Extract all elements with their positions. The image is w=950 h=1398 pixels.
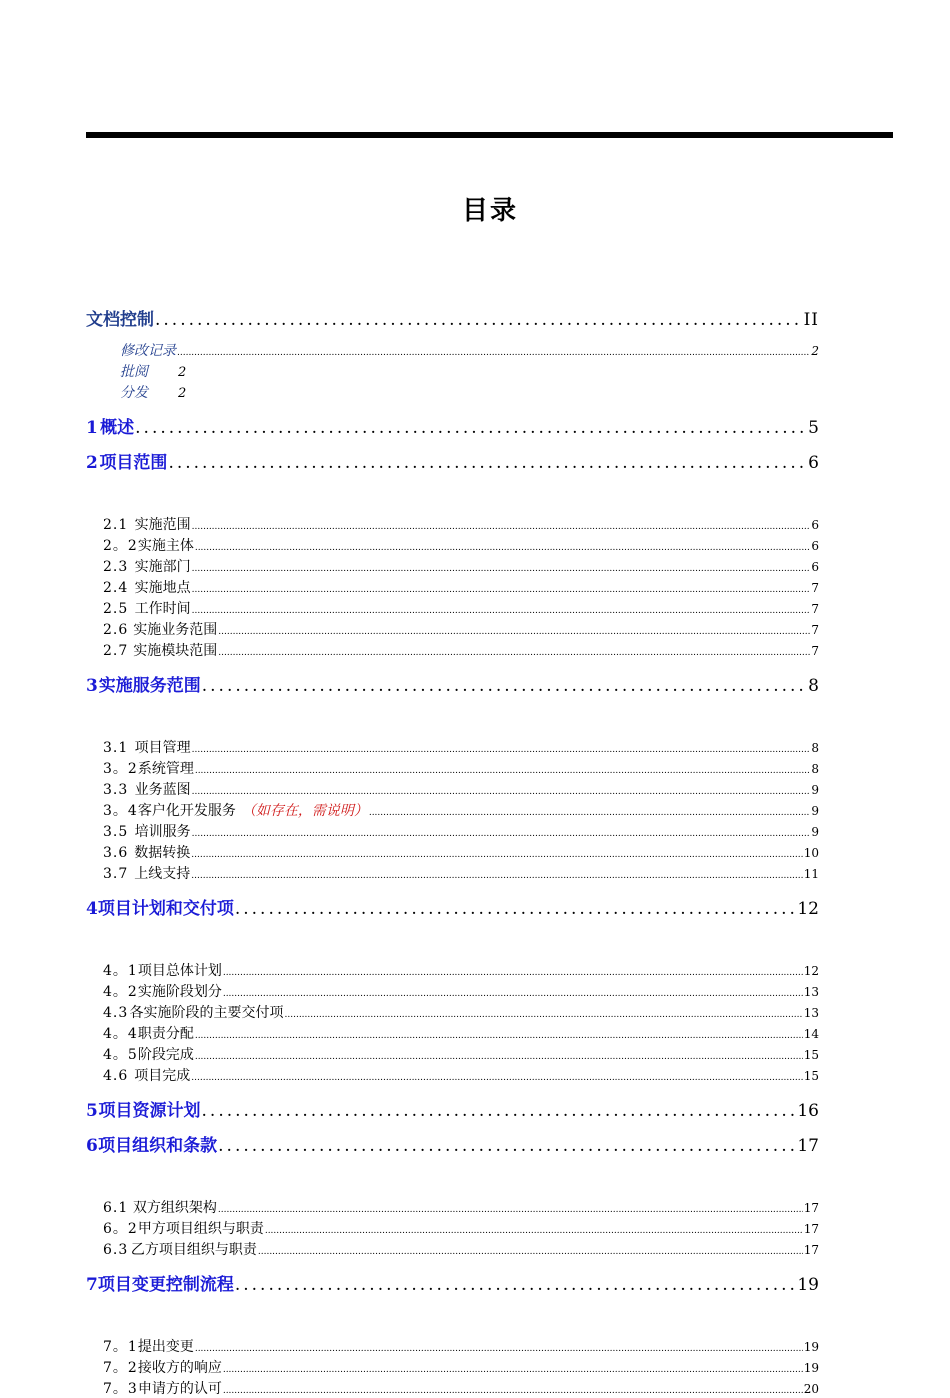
toc-page-number: 19 — [803, 1340, 819, 1354]
toc-page-number: 2 — [178, 365, 187, 380]
toc-subsection-number: 4。4 — [103, 1026, 138, 1042]
toc-subsection-number: 2.1 — [103, 517, 129, 533]
toc-subsection-entry[interactable] — [103, 598, 819, 618]
toc-section-number: 5 — [86, 1101, 98, 1121]
toc-subsection-entry[interactable] — [103, 821, 819, 841]
toc-page-number: 9 — [811, 825, 819, 839]
toc-entry-label: 各实施阶段的主要交付项 — [129, 1005, 284, 1021]
toc-entry-label: 实施阶段划分 — [137, 984, 222, 1000]
toc-dot-leader — [218, 627, 810, 637]
toc-dot-leader — [177, 348, 810, 358]
toc-section-number: 2 — [86, 453, 98, 473]
toc-entry-label: 工作时间 — [134, 601, 191, 617]
toc-section-entry[interactable] — [86, 894, 819, 919]
toc-subsection-number: 3.6 — [103, 845, 129, 861]
toc-subsection-entry[interactable] — [103, 842, 819, 862]
toc-dot-leader — [195, 766, 811, 776]
toc-dot-leader — [191, 850, 802, 860]
toc-dot-leader — [192, 829, 811, 839]
toc-dot-leader — [218, 1205, 803, 1215]
toc-subsection-entry[interactable] — [103, 535, 819, 555]
toc-subsection-entry[interactable] — [103, 960, 819, 980]
toc-subsection-entry[interactable] — [103, 1002, 819, 1022]
toc-page-number: 6 — [811, 560, 819, 574]
toc-entry-label: 文档控制 — [86, 310, 154, 330]
toc-entry-label: 实施地点 — [134, 580, 191, 596]
toc-entry-label: 项目管理 — [134, 740, 191, 756]
toc-page-number: 7 — [811, 602, 819, 616]
toc-entry-label: 实施业务范围 — [133, 622, 218, 638]
toc-entry-label: 阶段完成 — [137, 1047, 194, 1063]
toc-subsection-number: 4。1 — [103, 963, 138, 979]
toc-section-entry[interactable] — [86, 1270, 819, 1295]
toc-dot-leader — [223, 989, 803, 999]
toc-page-number: 8 — [811, 741, 819, 755]
toc-subsection-entry[interactable] — [103, 981, 819, 1001]
toc-entry-label: 批阅 — [120, 364, 148, 380]
toc-subsection-number: 2.4 — [103, 580, 129, 596]
toc-doc-control-entry[interactable] — [120, 361, 819, 381]
toc-subsection-entry[interactable] — [103, 1378, 819, 1398]
toc-dot-leader — [191, 1073, 802, 1083]
toc-subsection-entry[interactable] — [103, 758, 819, 778]
toc-subsection-number: 7。3 — [103, 1381, 138, 1397]
toc-entry-label: 提出变更 — [137, 1339, 194, 1355]
toc-page-number: 7 — [811, 581, 819, 595]
toc-subsection-entry[interactable] — [103, 1044, 819, 1064]
toc-page-number: 13 — [803, 985, 819, 999]
toc-page-number: 8 — [808, 676, 819, 696]
toc-dot-leader — [202, 676, 807, 696]
toc-dot-leader — [192, 522, 811, 532]
toc-entry-label: 实施主体 — [137, 538, 194, 554]
toc-dot-leader — [192, 585, 811, 595]
toc-section-number: 1 — [86, 418, 98, 438]
toc-page-number: 17 — [803, 1201, 819, 1215]
toc-subsection-number: 4.6 — [103, 1068, 129, 1084]
toc-subsection-number: 3。2 — [103, 761, 138, 777]
toc-subsection-entry[interactable] — [103, 1336, 819, 1356]
toc-subsection-entry[interactable] — [103, 577, 819, 597]
toc-subsection-number: 6.3 — [103, 1242, 129, 1258]
toc-section-entry[interactable] — [86, 671, 819, 696]
toc-section-number: 4 — [86, 899, 98, 919]
toc-page-number: 15 — [803, 1048, 819, 1062]
toc-subsection-number: 2.6 — [103, 622, 129, 638]
toc-dot-leader — [168, 453, 807, 473]
toc-doc-control-entry[interactable] — [120, 382, 819, 402]
toc-page-number: 19 — [797, 1275, 819, 1295]
toc-dot-leader — [135, 418, 807, 438]
toc-entry-label: 项目完成 — [134, 1068, 191, 1084]
toc-entry-label: 实施服务范围 — [98, 676, 201, 696]
toc-entry-label: 申请方的认可 — [137, 1381, 222, 1397]
toc-subsection-number: 6。2 — [103, 1221, 138, 1237]
toc-page-number: 7 — [811, 644, 819, 658]
toc-subsection-entry[interactable] — [103, 640, 819, 660]
toc-subsection-entry[interactable] — [103, 619, 819, 639]
toc-dot-leader — [235, 899, 797, 919]
toc-dot-leader — [218, 1136, 796, 1156]
toc-section-number: 7 — [86, 1275, 98, 1295]
toc-dot-leader — [195, 1344, 803, 1354]
toc-entry-label: 系统管理 — [137, 761, 194, 777]
toc-dot-leader — [369, 808, 811, 818]
toc-subsection-entry[interactable] — [103, 1197, 819, 1217]
toc-entry-label: 客户化开发服务 — [137, 803, 236, 819]
toc-subsection-number: 2.7 — [103, 643, 129, 659]
toc-subsection-entry[interactable] — [103, 1065, 819, 1085]
toc-page-number: 15 — [803, 1069, 819, 1083]
toc-entry-label: 实施部门 — [134, 559, 191, 575]
toc-page-number: 2 — [811, 344, 819, 358]
toc-entry-note: （如存在，需说明） — [241, 803, 368, 819]
toc-entry-label: 项目范围 — [99, 453, 168, 473]
toc-entry-label: 项目资源计划 — [98, 1101, 201, 1121]
toc-page-number: 13 — [803, 1006, 819, 1020]
toc-subsection-entry[interactable] — [103, 737, 819, 757]
toc-page-number: 19 — [803, 1361, 819, 1375]
toc-subsection-entry[interactable] — [103, 1357, 819, 1377]
toc-entry-label: 数据转换 — [134, 845, 191, 861]
toc-section-entry[interactable] — [86, 1131, 819, 1156]
toc-dot-leader — [195, 1052, 803, 1062]
toc-dot-leader — [223, 1365, 803, 1375]
toc-dot-leader — [235, 1275, 797, 1295]
toc-entry-label: 项目变更控制流程 — [97, 1275, 234, 1295]
toc-dot-leader — [155, 310, 803, 330]
toc-subsection-entry[interactable] — [103, 1023, 819, 1043]
toc-page-number: 5 — [808, 418, 819, 438]
toc-subsection-entry[interactable] — [103, 800, 819, 820]
toc-page-number: 20 — [803, 1382, 819, 1396]
toc-page-number: 10 — [803, 846, 819, 860]
toc-subsection-entry[interactable] — [103, 556, 819, 576]
toc-dot-leader — [223, 1386, 803, 1396]
toc-dot-leader — [202, 1101, 797, 1121]
toc-entry-label: 甲方项目组织与职责 — [137, 1221, 264, 1237]
toc-dot-leader — [258, 1247, 803, 1257]
toc-subsection-number: 7。1 — [103, 1339, 138, 1355]
toc-dot-leader — [218, 648, 810, 658]
toc-page-number: 8 — [811, 762, 819, 776]
toc-section-entry[interactable] — [86, 413, 819, 438]
toc-subsection-entry[interactable] — [103, 1218, 819, 1238]
toc-page-number: 14 — [803, 1027, 819, 1041]
toc-subsection-number: 4.3 — [103, 1005, 129, 1021]
toc-subsection-entry[interactable] — [103, 514, 819, 534]
toc-dot-leader — [223, 968, 803, 978]
toc-dot-leader — [195, 543, 811, 553]
toc-entry-label: 项目组织和条款 — [98, 1136, 218, 1156]
toc-entry-label: 培训服务 — [134, 824, 191, 840]
toc-entry-label: 项目计划和交付项 — [97, 899, 234, 919]
toc-doc-control-entry[interactable] — [120, 340, 819, 360]
toc-subsection-number: 2.5 — [103, 601, 129, 617]
toc-page-number: 11 — [803, 867, 819, 881]
toc-title: 目录 — [461, 196, 518, 226]
toc-subsection-number: 4。2 — [103, 984, 138, 1000]
toc-page-number: 2 — [178, 386, 187, 401]
toc-subsection-entry[interactable] — [103, 863, 819, 883]
toc-subsection-number: 3.3 — [103, 782, 129, 798]
toc-subsection-number: 2.3 — [103, 559, 129, 575]
toc-subsection-number: 4。5 — [103, 1047, 138, 1063]
toc-page-number: 17 — [803, 1222, 819, 1236]
toc-entry-label: 分发 — [120, 385, 148, 401]
toc-entry-label: 接收方的响应 — [137, 1360, 222, 1376]
toc-section-number: 6 — [86, 1136, 98, 1156]
toc-dot-leader — [192, 745, 811, 755]
toc-subsection-entry[interactable] — [103, 779, 819, 799]
toc-page-number: 12 — [803, 964, 819, 978]
toc-entry-label: 概述 — [100, 418, 135, 438]
toc-dot-leader — [192, 564, 811, 574]
toc-subsection-number: 2。2 — [103, 538, 138, 554]
toc-page-number: 17 — [797, 1136, 819, 1156]
toc-entry-label: 上线支持 — [134, 866, 191, 882]
toc-entry-label: 乙方项目组织与职责 — [130, 1242, 257, 1258]
toc-entry-label: 双方组织架构 — [132, 1200, 217, 1216]
toc-section-number: 3 — [86, 676, 98, 696]
toc-subsection-number: 7。2 — [103, 1360, 138, 1376]
toc-subsection-number: 6.1 — [103, 1200, 129, 1216]
toc-page-number: 6 — [811, 539, 819, 553]
toc-page-number: 6 — [808, 453, 819, 473]
toc-entry-label: 实施范围 — [134, 517, 191, 533]
toc-page-number: 9 — [811, 783, 819, 797]
toc-page-number: 17 — [803, 1243, 819, 1257]
toc-section-entry[interactable] — [86, 305, 819, 330]
toc-dot-leader — [192, 606, 811, 616]
toc-page-number: 16 — [797, 1101, 819, 1121]
toc-subsection-number: 3.5 — [103, 824, 129, 840]
toc-page-number: 7 — [811, 623, 819, 637]
toc-entry-label: 修改记录 — [120, 343, 176, 359]
toc-dot-leader — [285, 1010, 803, 1020]
toc-page-number: II — [803, 310, 819, 330]
toc-section-entry[interactable] — [86, 448, 819, 473]
toc-dot-leader — [195, 1031, 803, 1041]
toc-dot-leader — [191, 871, 802, 881]
toc-subsection-number: 3.1 — [103, 740, 129, 756]
toc-entry-label: 职责分配 — [137, 1026, 194, 1042]
toc-entry-label: 项目总体计划 — [137, 963, 222, 979]
toc-section-entry[interactable] — [86, 1096, 819, 1121]
toc-dot-leader — [192, 787, 811, 797]
toc-subsection-entry[interactable] — [103, 1239, 819, 1259]
toc-entry-label: 实施模块范围 — [133, 643, 218, 659]
toc-subsection-number: 3。4 — [103, 803, 138, 819]
toc-entry-label: 业务蓝图 — [134, 782, 191, 798]
toc-subsection-number: 3.7 — [103, 866, 129, 882]
toc-dot-leader — [265, 1226, 803, 1236]
toc-page-number: 9 — [811, 804, 819, 818]
toc-page-number: 6 — [811, 518, 819, 532]
toc-page-number: 12 — [797, 899, 819, 919]
